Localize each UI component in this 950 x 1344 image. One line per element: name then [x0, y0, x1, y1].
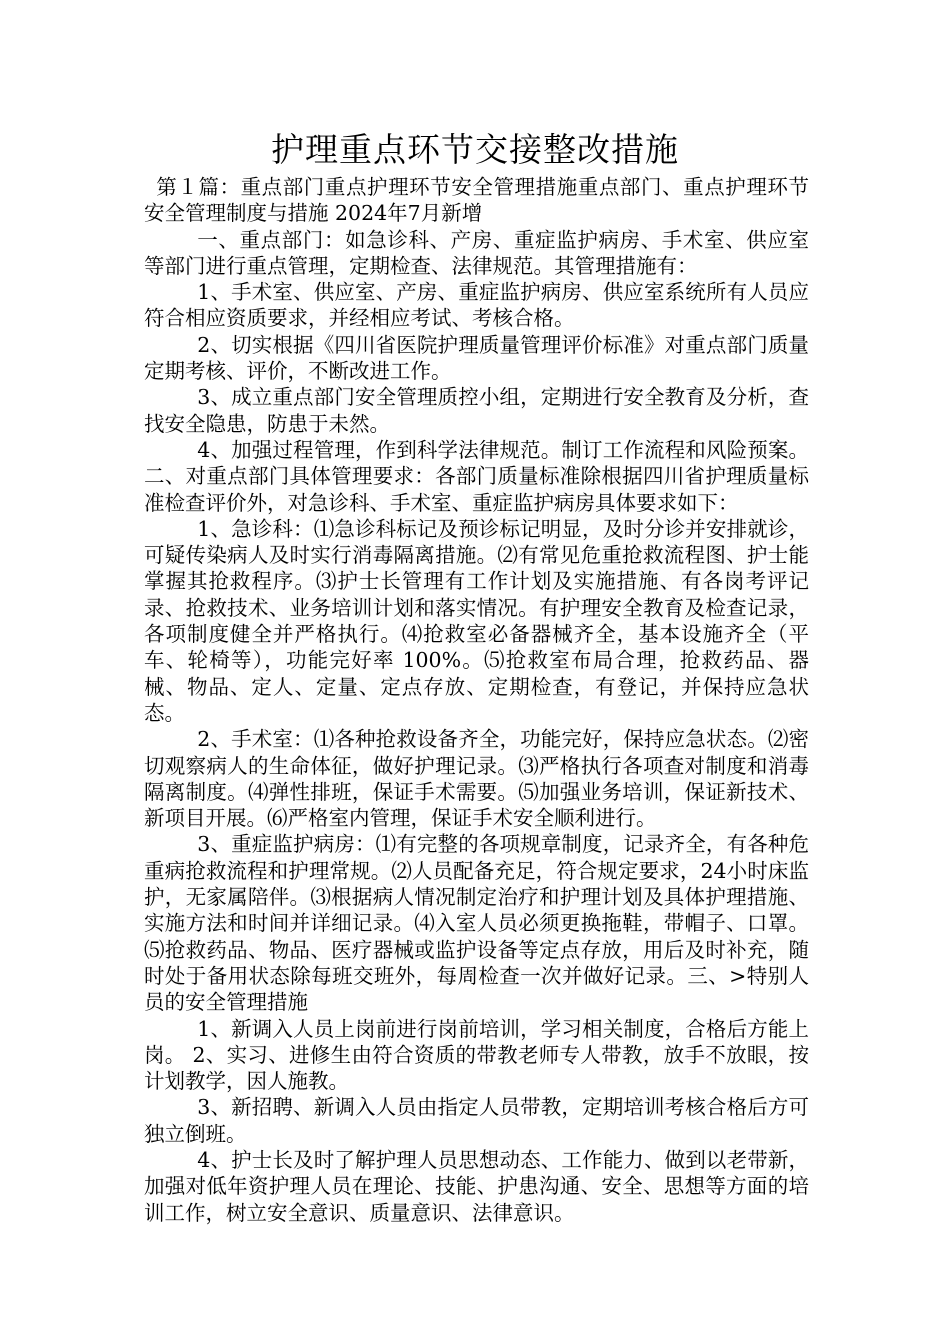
document-body [144, 174, 809, 1226]
paragraph-measure-3: 3、成立重点部门安全管理质控小组，定期进行安全教育及分析，查找安全隐患，防患于未然。 [144, 385, 809, 436]
paragraph-icu: 3、重症监护病房：⑴有完整的各项规章制度，记录齐全，有各种危重病抢救流程和护理常规。⑵人员配备充足，符合规定要求，24小时床监护，无家属陪伴。⑶根据病人情况制定治疗和护理计划及具体护理措施、实施方法和时间并详细记录。⑷入室人员必须更换拖鞋，带帽子、口罩。⑸抢救药品、物品、医疗器械或监护设备等定点存放，用后及时补充，随时处于备用状态除每班交班外，每周检查一次并做好记录。三、>特别人员的安全管理措施 [144, 832, 809, 1015]
paragraph-emergency: 1、急诊科：⑴急诊科标记及预诊标记明显，及时分诊并安排就诊，可疑传染病人及时实行消毒隔离措施。⑵有常见危重抢救流程图、护士能掌握其抢救程序。⑶护士长管理有工作计划及实施措施、有各岗考评记录、抢救技术、业务培训计划和落实情况。有护理安全教育及检查记录，各项制度健全并严格执行。⑷抢救室必备器械齐全，基本设施齐全（平车、轮椅等），功能完好率 100%。⑸抢救室布局合理，抢救药品、器械、物品、定人、定量、定点存放、定期检查，有登记，并保持应急状态。 [144, 516, 809, 725]
paragraph-measure-4: 4、加强过程管理，作到科学法律规范。制订工作流程和风险预案。 二、对重点部门具体管理要求：各部门质量标准除根据四川省护理质量标准检查评价外，对急诊科、手术室、重症监护病房具体要求如下： [144, 437, 809, 515]
paragraph-staff-3: 3、新招聘、新调入人员由指定人员带教，定期培训考核合格后方可独立倒班。 [144, 1095, 809, 1146]
document-title: 护理重点环节交接整改措施 [271, 130, 679, 169]
paragraph-intro: 第１篇：重点部门重点护理环节安全管理措施重点部门、重点护理环节 安全管理制度与措施 2024年7月新增 [144, 175, 809, 226]
paragraph-staff-1: 1、新调入人员上岗前进行岗前培训，学习相关制度，合格后方能上岗。 2、实习、进修生由符合资质的带教老师专人带教，放手不放眼，按计划教学，因人施教。 [144, 1016, 809, 1094]
paragraph-staff-4: 4、护士长及时了解护理人员思想动态、工作能力、做到以老带新，加强对低年资护理人员在理论、技能、护患沟通、安全、思想等方面的培训工作，树立安全意识、质量意识、法律意识。 [144, 1147, 809, 1225]
paragraph-measure-1: 1、手术室、供应室、产房、重症监护病房、供应室系统所有人员应符合相应资质要求，并经相应考试、考核合格。 [144, 280, 809, 331]
paragraph-operating-room: 2、手术室：⑴各种抢救设备齐全，功能完好，保持应急状态。⑵密切观察病人的生命体征，做好护理记录。⑶严格执行各项查对制度和消毒隔离制度。⑷弹性排班，保证手术需要。⑸加强业务培训，保证新技术、新项目开展。⑹严格室内管理，保证手术安全顺利进行。 [144, 727, 809, 831]
paragraph-measure-2: 2、切实根据《四川省医院护理质量管理评价标准》对重点部门质量定期考核、评价，不断改进工作。 [144, 332, 809, 384]
paragraph-key-departments: 一、重点部门：如急诊科、产房、重症监护病房、手术室、供应室等部门进行重点管理，定期检查、法律规范。其管理措施有： [144, 227, 809, 278]
